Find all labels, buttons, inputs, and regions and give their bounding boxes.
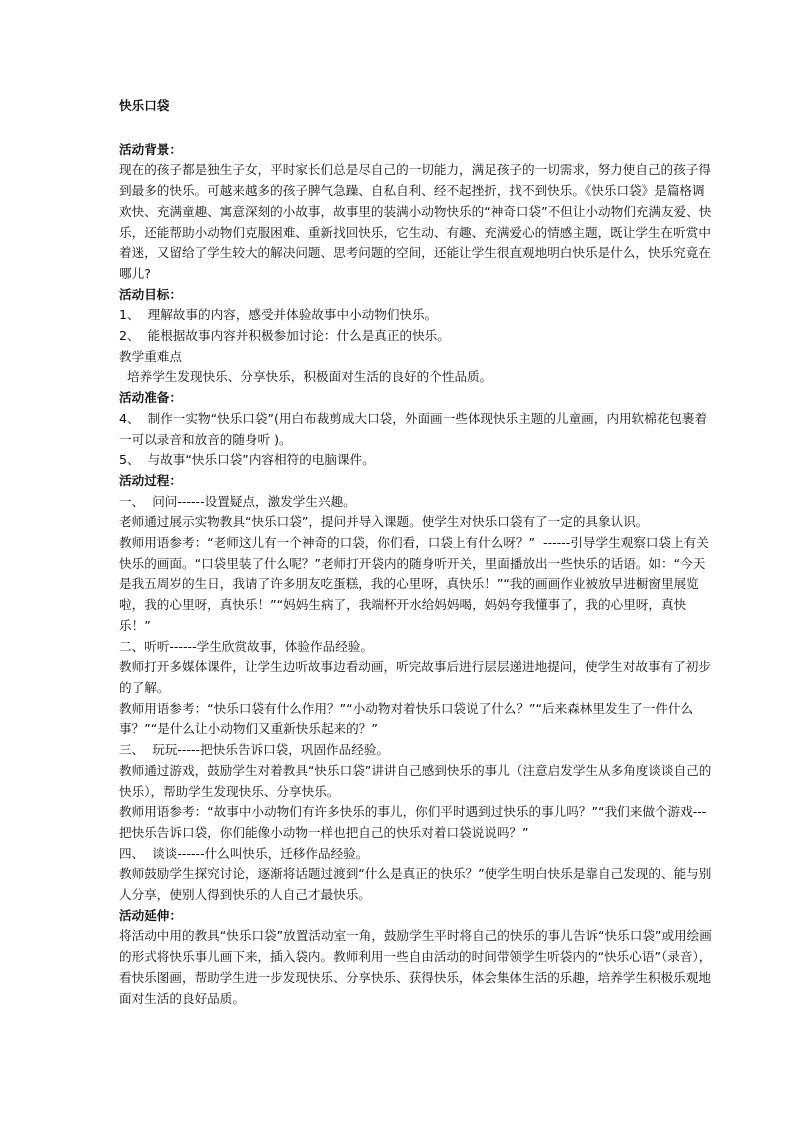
- process-heading: 活动过程：: [119, 472, 182, 488]
- step-1-paragraph-1: 老师通过展示实物教具“快乐口袋”，提问并导入课题。使学生对快乐口袋有了一定的具象认识。: [119, 514, 649, 530]
- step-4-title: 四、 谈谈------什么叫快乐，迁移作品经验。: [119, 845, 369, 861]
- preparation-heading: 活动准备：: [119, 390, 182, 406]
- preparation-item-4: 4、 制作一实物“快乐口袋”(用白布裁剪成大口袋，外面画一些体现快乐主题的儿童画，内用软棉花包裹着一可以录音和放音的随身听 )。: [119, 410, 708, 447]
- step-3-paragraph-2: 教师用语参考：“故事中小动物们有许多快乐的事儿，你们平时遇到过快乐的事儿吗？”“我们来做个游戏---把快乐告诉口袋，你们能像小动物一样也把自己的快乐对着口袋说说吗？”: [119, 804, 707, 840]
- step-1-title: 一、 问问------设置疑点，激发学生兴趣。: [119, 493, 356, 509]
- step-2-paragraph-1: 教师打开多媒体课件，让学生边听故事边看动画，听完故事后进行层层递进地提问，使学生对故事有了初步的了解。: [119, 659, 711, 695]
- key-points-heading: 教学重难点: [119, 348, 182, 364]
- extension-paragraph: 将活动中用的教具“快乐口袋”放置活动室一角，鼓励学生平时将自己的快乐的事儿告诉“快乐口袋”或用绘画的形式将快乐事儿画下来，插入袋内。教师利用一些自由活动的时间带领学生听袋内的“快乐心语”（录音），看快乐图画，帮助学生进一步发现快乐、分享快乐、获得快乐，体会集体生活的乐趣，培养学生积极乐观地面对生活的良好品质。: [119, 928, 712, 1006]
- background-paragraph: 现在的孩子都是独生子女，平时家长们总是尽自己的一切能力，满足孩子的一切需求，努力使自己的孩子得到最多的快乐。可越来越多的孩子脾气急躁、自私自利、经不起挫折，找不到快乐。《快乐口袋》是篇格调欢快、充满童趣、寓意深刻的小故事，故事里的装满小动物快乐的“神奇口袋”不但让小动物们充满友爱、快乐，还能帮助小动物们克服困难、重新找回快乐，它生动、有趣、充满爱心的情感主题，既让学生在听赏中着迷，又留给了学生较大的解决问题、思考问题的空间，还能让学生很直观地明白快乐是什么，快乐究竟在哪儿?: [119, 162, 712, 281]
- background-heading: 活动背景：: [119, 141, 182, 157]
- extension-heading: 活动延伸：: [119, 907, 182, 923]
- step-2-paragraph-2: 教师用语参考：“快乐口袋有什么作用？”“小动物对着快乐口袋说了什么？”“后来森林里发生了一件什么事？”“是什么让小动物们又重新快乐起来的？”: [119, 700, 694, 737]
- document-title: 快乐口袋: [119, 98, 170, 113]
- goals-heading: 活动目标：: [119, 286, 182, 302]
- step-3-paragraph-1: 教师通过游戏，鼓励学生对着教具“快乐口袋”讲讲自己感到快乐的事儿（注意启发学生从多角度谈谈自己的快乐），帮助学生发现快乐、分享快乐。: [119, 762, 712, 799]
- step-1-paragraph-2: 教师用语参考：“老师这儿有一个神奇的口袋，你们看，口袋上有什么呀？” ------引导学生观察口袋上有关快乐的画面。“口袋里装了什么呢？”老师打开袋内的随身听开关，里面播放出一些快乐的话语。如：“今天是我五周岁的生日，我请了许多朋友吃蛋糕，我的心里呀，真快乐！”“我的画画作业被放早进橱窗里展览啦，我的心里呀，真快乐！”“妈妈生病了，我端杯开水给妈妈喝，妈妈夸我懂事了，我的心里呀，真快乐！”: [119, 535, 709, 633]
- goal-item-1: 1、 理解故事的内容，感受并体验故事中小动物们快乐。: [119, 307, 438, 323]
- step-2-title: 二、听听------学生欣赏故事，体验作品经验。: [119, 638, 373, 654]
- preparation-item-5: 5、 与故事“快乐口袋”内容相符的电脑课件。: [119, 452, 375, 468]
- step-4-paragraph-1: 教师鼓励学生探究讨论，逐渐将话题过渡到“什么是真正的快乐？”使学生明白快乐是靠自己发现的、能与别人分享，使别人得到快乐的人自己才最快乐。: [119, 866, 712, 903]
- goal-item-2: 2、 能根据故事内容并积极参加讨论：什么是真正的快乐。: [119, 328, 450, 344]
- key-points-text: 培养学生发现快乐、分享快乐，积极面对生活的良好的个性品质。: [119, 369, 493, 385]
- step-3-title: 三、 玩玩-----把快乐告诉口袋，巩固作品经验。: [119, 742, 390, 758]
